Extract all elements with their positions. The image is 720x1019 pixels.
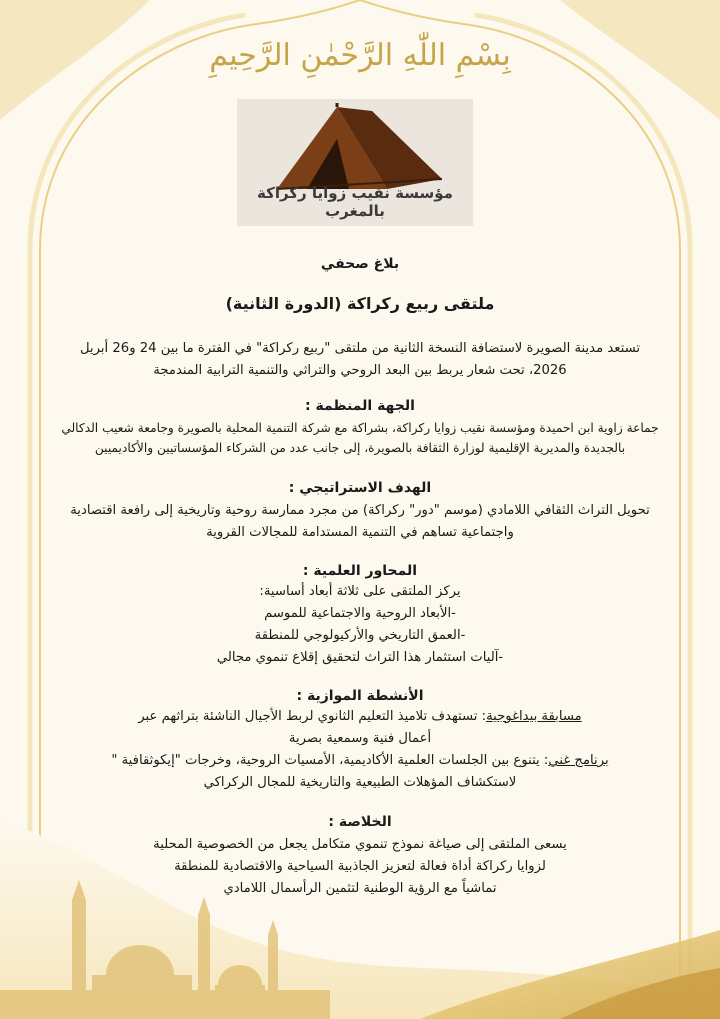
section-title: الهدف الاستراتيجي : [288, 480, 432, 496]
section-line: أعمال فنية وسمعية بصرية [288, 731, 432, 746]
activity-label: مسابقة بيداغوجية [486, 709, 582, 724]
activity-text: : يتنوع بين الجلسات العلمية الأكاديمية، الأمسيات الروحية، وخرجات "إيكوثقافية " [111, 753, 549, 768]
section-line: جماعة زاوية ابن احميدة ومؤسسة نقيب زوايا ركراكة، بشراكة مع شركة التنمية المحلية بالصويرة وجامعة شعيب الدكالي [61, 421, 659, 435]
section-organizers [20, 398, 700, 458]
section-title: الخلاصة : [328, 814, 392, 830]
section-line: تماشياً مع الرؤية الوطنية لتثمين الرأسمال اللامادي [223, 881, 497, 896]
activity-label: برنامج غني [548, 753, 609, 768]
basmala-calligraphy: بِسْمِ اللّٰهِ الرَّحْمٰنِ الرَّحِيمِ [209, 38, 511, 73]
document-kicker: بلاغ صحفي [320, 256, 400, 272]
activity-item [20, 706, 700, 728]
section-title: الجهة المنظمة : [305, 398, 415, 414]
axis-item: -الأبعاد الروحية والاجتماعية للموسم [264, 606, 456, 621]
section-parallel-activities [20, 688, 700, 794]
axis-item: -العمق التاريخي والأركيولوجي للمنطقة [254, 628, 466, 643]
intro-line: تستعد مدينة الصويرة لاستضافة النسخة الثانية من ملتقى "ربيع ركراكة" في الفترة ما بين 24 و26 أبريل [79, 341, 641, 356]
section-title: المحاور العلمية : [302, 563, 418, 579]
section-title: الأنشطة الموازية : [296, 688, 424, 704]
section-line: بالجديدة والمديرية الإقليمية لوزارة الثقافة بالصويرة، إلى جانب عدد من الشركاء المؤسساتيين والأكاديميين [94, 441, 626, 455]
section-line: يركز الملتقى على ثلاثة أبعاد أساسية: [259, 584, 461, 599]
section-strategic-goal [20, 480, 700, 544]
logo-caption: مؤسسة نقيب زوايا ركراكة بالمغرب [257, 184, 453, 220]
organization-logo [237, 99, 473, 226]
section-line: يسعى الملتقى إلى صياغة نموذج تنموي متكامل يجعل من الخصوصية المحلية [153, 837, 567, 852]
section-line: تحويل التراث الثقافي اللامادي (موسم "دور" ركراكة) من مجرد ممارسة روحية وتاريخية إلى رافعة اقتصادية [70, 503, 650, 518]
document-title: ملتقى ربيع ركراكة (الدورة الثانية) [225, 294, 495, 313]
axis-item: -آليات استثمار هذا التراث لتحقيق إقلاع تنموي مجالي [216, 650, 504, 665]
activity-item [20, 750, 700, 772]
section-scientific-axes [20, 563, 700, 669]
section-line: لاستكشاف المؤهلات الطبيعية والتاريخية للمجال الركراكي [203, 775, 517, 790]
section-summary [20, 814, 700, 900]
intro-paragraph [20, 338, 700, 382]
section-line: لزوايا ركراكة أداة فعالة لتعزيز الجاذبية السياحية والاقتصادية للمنطقة [174, 859, 546, 874]
intro-line: 2026، تحت شعار يربط بين البعد الروحي والتراثي والتنمية الترابية المندمجة [153, 363, 567, 378]
section-line: واجتماعية تساهم في التنمية المستدامة للمجالات القروية [206, 525, 514, 540]
activity-text: : تستهدف تلاميذ التعليم الثانوي لربط الأجيال الناشئة بتراثهم عبر [138, 709, 487, 724]
